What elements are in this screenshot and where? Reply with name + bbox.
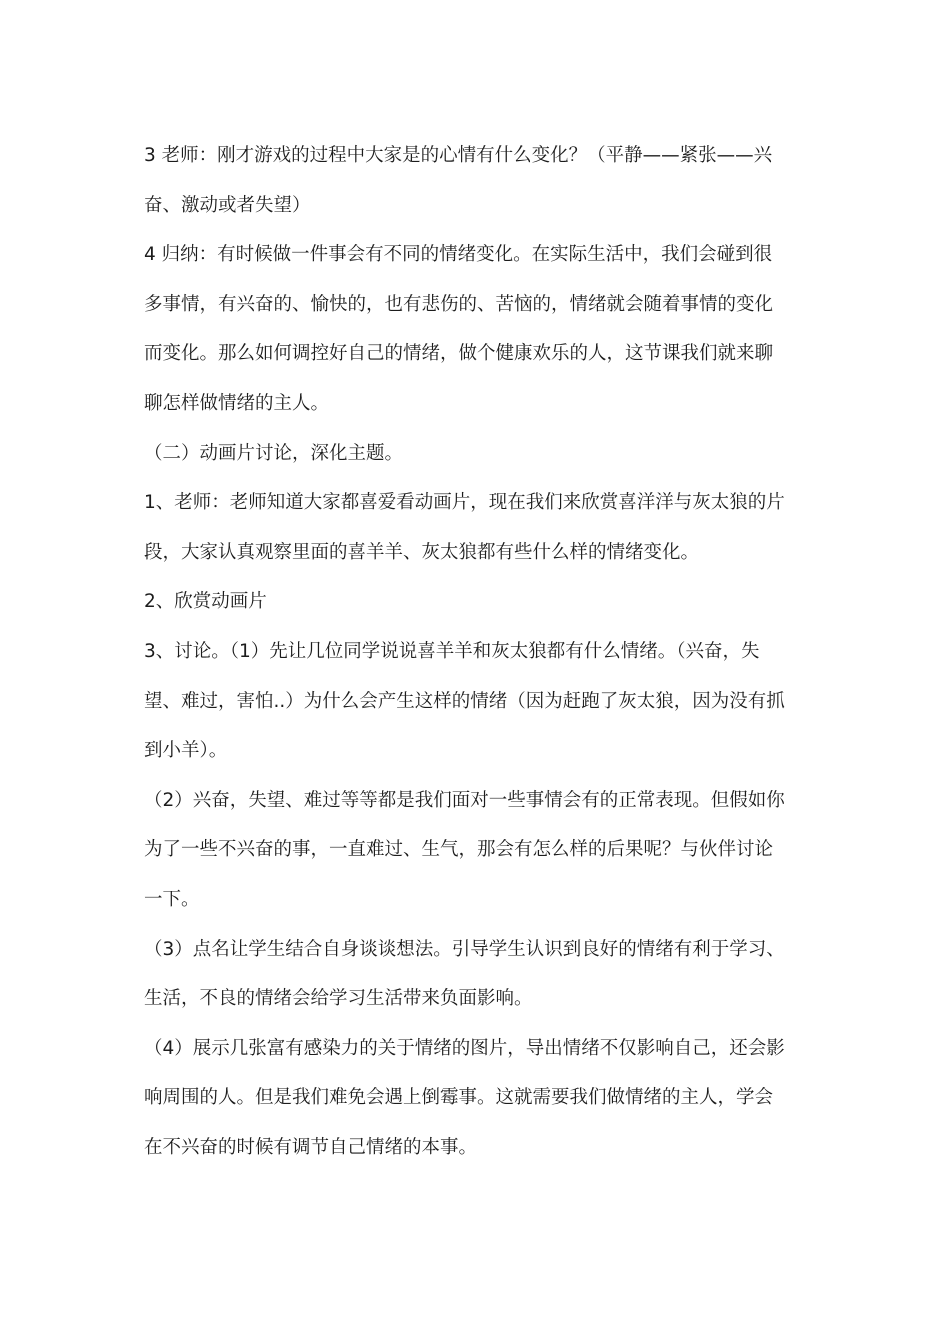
text-line: 2、欣赏动画片 — [144, 591, 267, 613]
text-line: 奋、激动或者失望） — [144, 194, 311, 216]
text-line: 4 归纳：有时候做一件事会有不同的情绪变化。在实际生活中，我们会碰到很 — [144, 244, 773, 266]
text-line: （2）兴奋，失望、难过等等都是我们面对一些事情会有的正常表现。但假如你 — [144, 789, 785, 811]
text-line: 到小羊）。 — [144, 740, 228, 762]
text-line: 段，大家认真观察里面的喜羊羊、灰太狼都有些什么样的情绪变化。 — [144, 541, 700, 563]
text-line: 生活，不良的情绪会给学习生活带来负面影响。 — [144, 988, 533, 1010]
text-line: 聊怎样做情绪的主人。 — [144, 392, 330, 414]
text-line: 而变化。那么如何调控好自己的情绪，做个健康欢乐的人，这节课我们就来聊 — [144, 343, 774, 365]
document-body — [144, 131, 810, 1172]
text-line: （3）点名让学生结合自身谈谈想法。引导学生认识到良好的情绪有利于学习、 — [144, 938, 785, 960]
text-line: 在不兴奋的时候有调节自己情绪的本事。 — [144, 1136, 478, 1158]
text-line: 响周围的人。但是我们难免会遇上倒霉事。这就需要我们做情绪的主人，学会 — [144, 1087, 774, 1109]
text-line: 3 老师：刚才游戏的过程中大家是的心情有什么变化？（平静——紧张——兴 — [144, 145, 773, 166]
text-line: 多事情，有兴奋的、愉快的，也有悲伤的、苦恼的，情绪就会随着事情的变化 — [144, 293, 774, 315]
text-line: 一下。 — [144, 888, 200, 910]
text-line: 望、难过，害怕..）为什么会产生这样的情绪（因为赶跑了灰太狼，因为没有抓 — [144, 690, 785, 712]
section-heading: （二）动画片讨论，深化主题。 — [144, 442, 404, 464]
text-line: （4）展示几张富有感染力的关于情绪的图片，导出情绪不仅影响自己，还会影 — [144, 1037, 785, 1059]
text-line: 为了一些不兴奋的事，一直难过、生气，那会有怎么样的后果呢？与伙伴讨论 — [144, 839, 774, 861]
text-line: 1、老师：老师知道大家都喜爱看动画片，现在我们来欣赏喜洋洋与灰太狼的片 — [144, 492, 785, 514]
text-line: 3、讨论。（1）先让几位同学说说喜羊羊和灰太狼都有什么情绪。（兴奋，失 — [144, 640, 760, 662]
